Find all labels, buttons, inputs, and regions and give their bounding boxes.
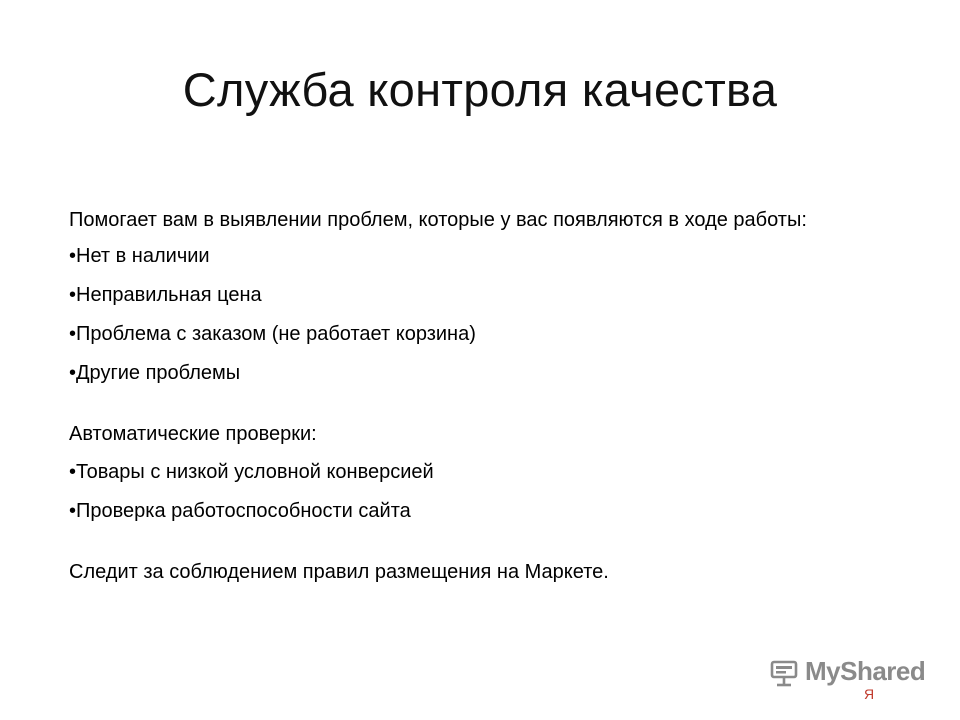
- slide-body: [69, 208, 829, 585]
- slide-title: Служба контроля качества: [182, 63, 778, 116]
- problem-bullet: •Проблема с заказом (не работает корзина): [69, 323, 476, 345]
- myshared-watermark: [769, 654, 929, 710]
- presentation-board-icon: [769, 658, 799, 688]
- auto-check-bullet: •Товары с низкой условной конверсией: [69, 461, 434, 483]
- intro-paragraph: Помогает вам в выявлении проблем, которые у вас появляются в ходе работы:: [69, 209, 807, 231]
- problem-bullet: •Нет в наличии: [69, 245, 210, 267]
- problem-bullet: •Неправильная цена: [69, 284, 262, 306]
- closing-paragraph: Следит за соблюдением правил размещения на Маркете.: [69, 561, 609, 583]
- problem-bullet: •Другие проблемы: [69, 362, 241, 384]
- watermark-brand: MyShared: [805, 656, 926, 686]
- auto-check-bullet: •Проверка работоспособности сайта: [69, 500, 411, 522]
- watermark-sub: Я: [864, 686, 875, 702]
- auto-checks-heading: Автоматические проверки:: [69, 423, 317, 445]
